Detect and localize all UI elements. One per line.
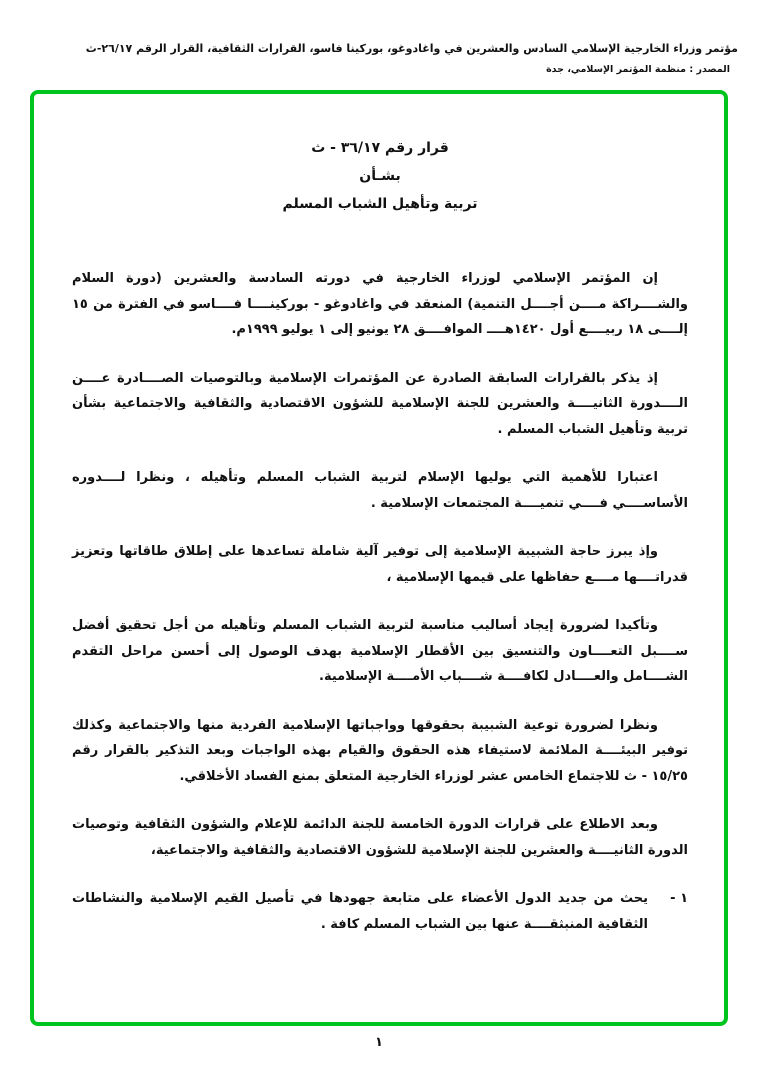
document-frame [30, 90, 728, 1026]
list-item [72, 886, 688, 937]
body-paragraph: وبعد الاطلاع على قرارات الدورة الخامسة للجنة الدائمة للإعلام والشؤون الثقافية وتوصيات الدورة الثانيــــة والعشرين للجنة الإسلامية للشؤون الاقتصادية والثقافية والاجتماعية، [72, 817, 688, 858]
numbered-list [72, 886, 688, 937]
document-header [0, 0, 758, 75]
header-source-line: مؤتمر وزراء الخارجية الإسلامي السادس والعشرين في واغادوغو، بوركينا فاسو، القرارات الثقافية، القرار الرقم ٢٦/١٧-ث [85, 42, 738, 55]
resolution-subject: تربية وتأهيل الشباب المسلم [282, 196, 478, 212]
list-item-text: يحث من جديد الدول الأعضاء على متابعة جهودها في تأصيل القيم الإسلامية والنشاطات الثقافية المنبثقــــة عنها بين الشباب المسلم كافة . [72, 891, 648, 932]
resolution-number: قرار رقم ٣٦/١٧ - ث [311, 140, 449, 156]
body-paragraph: إذ يذكر بالقرارات السابقة الصادرة عن المؤتمرات الإسلامية وبالتوصيات الصــــادرة عــــن الــــدورة الثانيــــة والعشرين للجنة الإسلامية للشؤون الاقتصادية والثقافية والاجتماعية بشأن تربية وتأهيل الشباب المسلم . [72, 370, 688, 437]
resolution-concerning: بشـأن [359, 168, 401, 184]
paragraphs-container [72, 266, 688, 863]
body-paragraph: وإذ يبرز حاجة الشبيبة الإسلامية إلى توفير آلية شاملة تساعدها على إطلاق طاقاتها وتعزيز قدراتــــها مــــع حفاظها على قيمها الإسلامية ، [72, 544, 688, 585]
body-paragraph: اعتبارا للأهمية التي يوليها الإسلام لتربية الشباب المسلم وتأهيله ، ونظرا لــــدوره الأساســــي فــــي تنميــــة المجتمعات الإسلامية . [72, 470, 688, 511]
body-paragraph: وتأكيدا لضرورة إيجاد أساليب مناسبة لتربية الشباب المسلم وتأهيله من أجل تحقيق أفضل ســــبل التعــــاون والتنسيق بين الأقطار الإسلامية بهدف الوصول إلى أحسن مراحل التقدم الشــــامل والعــــادل لكافــــة شــــباب الأمــــة الإسلامية. [72, 618, 688, 684]
body-paragraph: إن المؤتمر الإسلامي لوزراء الخارجية في دورته السادسة والعشرين (دورة السلام والشــــراكة مــــن أجــــل التنمية) المنعقد في واغادوغو - بوركينــــا فــــاسو في الفترة من ١٥ إلــــى ١٨ ربيــــع أول ١٤٢٠هــــ الموافــــق ٢٨ يونيو إلى ١ يوليو ١٩٩٩م. [72, 271, 688, 337]
page-number: ١ [375, 1035, 383, 1050]
resolution-title-block [72, 134, 688, 218]
list-item-number: ١ - [670, 891, 688, 906]
body-paragraph: ونظرا لضرورة توعية الشبيبة بحقوقها وواجباتها الإسلامية الفردية منها والاجتماعية وكذلك توفير البيئــــة الملائمة لاستيفاء هذه الحقوق والقيام بهذه الواجبات وبعد التذكير بالقرار رقم ١٥/٢٥ - ث للاجتماع الخامس عشر لوزراء الخارجية المتعلق بمنع الفساد الأخلاقي. [72, 717, 688, 784]
header-source-sub-line: المصدر : منظمة المؤتمر الإسلامي، جدة [546, 64, 730, 75]
